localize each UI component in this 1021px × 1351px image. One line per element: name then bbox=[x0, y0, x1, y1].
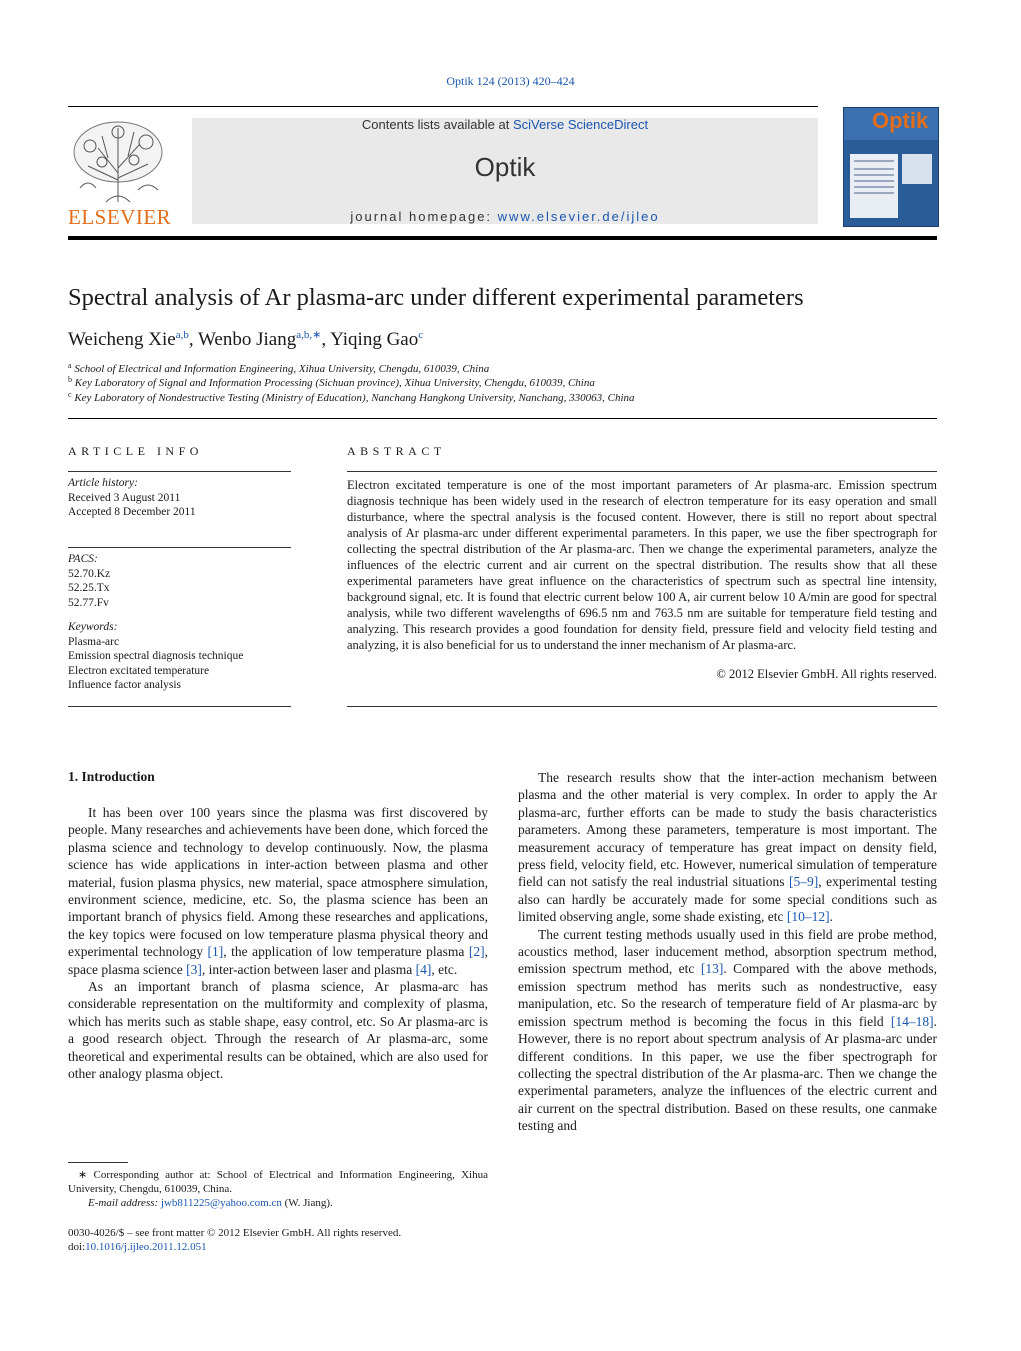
abstract-rule bbox=[347, 706, 937, 707]
paragraph-text: The current testing methods usually used in this field are probe method, acoustics method, laser inducement method, absorption spectrum method, emission spectrum method, etc bbox=[518, 926, 937, 977]
author-name: Yiqing Gao bbox=[330, 329, 419, 350]
history-label: Article history: bbox=[68, 477, 138, 489]
header-bottom-rule bbox=[68, 236, 937, 240]
journal-name: Optik bbox=[474, 152, 536, 182]
pacs-code: 52.77.Fv bbox=[68, 596, 109, 609]
front-matter-rule bbox=[68, 418, 937, 419]
contents-prefix: Contents lists available at bbox=[361, 117, 513, 132]
reference-link[interactable]: [13] bbox=[700, 961, 724, 977]
article-info-heading: ARTICLE INFO bbox=[68, 444, 203, 458]
paragraph-text: . However, there is no report about spectrum analysis of Ar plasma-arc under different conditions. In this paper, we use the fiber spectrograph for collecting the spectral distribution of the Ar plasma-arc. Then we change the experimental parameters, analyze the influences of the electric current and air current on the spectral distribution. Based on these results, one canmake testing and bbox=[518, 1013, 937, 1134]
paragraph-text: , experimental testing also can hardly be accurately made for some special conditions such as limited observing angle, some shade existing, etc bbox=[518, 874, 937, 925]
cover-title: Optik bbox=[872, 108, 929, 133]
keywords-label: Keywords: bbox=[68, 621, 118, 633]
sciencedirect-link[interactable]: SciVerse ScienceDirect bbox=[512, 117, 649, 132]
footnote-mark: ∗ bbox=[78, 1169, 88, 1181]
pacs-label: PACS: bbox=[68, 553, 98, 565]
paragraph bbox=[518, 926, 937, 1135]
pacs-block bbox=[68, 552, 291, 610]
paragraph-text: The research results show that the inter-action mechanism between plasma and the other material is very complex. In order to apply the Ar plasma-arc, further efforts can be made to study the basis characteristics parameters. Among these parameters, temperature is most important. The measurement accuracy of temperature has great impact on density field, press field, velocity field, etc. However, numerical simulation of temperature field can not satisfy the real industrial situations bbox=[518, 770, 937, 890]
paragraph-text: . bbox=[829, 909, 833, 925]
right-column bbox=[518, 769, 937, 1135]
footnote-text: Corresponding author at: School of Electrical and Information Engineering, Xihua University, Chengdu, 610039, China. bbox=[68, 1169, 488, 1195]
footnote-rule bbox=[68, 1162, 128, 1163]
pacs-code: 52.70.Kz bbox=[68, 567, 111, 580]
abstract-text: Electron excitated temperature is one of the most important parameters of Ar plasma-arc. Emission spectrum diagnosis technique has been widely used in the research of electron temperature for its easy operation and small disturbance, where the spectral analysis is the focused content. However, there is still no report about spectral analysis of Ar plasma-arc under different experimental parameters. In this paper, we use the fiber spectrograph for collecting the spectral distribution of the Ar plasma-arc. Then we change the experimental parameters, analyze the influences of the electric current and air current on the spectral distribution. The results show that all these experimental parameters have great influence on the characteristics of spectrum such as spectral line intensity, background signal, etc. It is found that electric current below 100 A, air current below 10 A/min are good for spectral analysis, while two different wavelengths of 696.5 nm and 763.5 nm are suitable for temperature field testing and analyzing. This research provides a good foundation for density field, pressure field and velocity field testing and analyzing, it is also beneficial for us to understand the inner mechanism of Ar plasma-arc. bbox=[347, 478, 937, 652]
doi-link[interactable]: 10.1016/j.ijleo.2011.12.051 bbox=[85, 1241, 207, 1253]
journal-citation[interactable]: Optik 124 (2013) 420–424 bbox=[446, 74, 575, 88]
affiliation-text: Key Laboratory of Signal and Information Processing (Sichuan province), Xihua University, Chengdu, 610039, China bbox=[74, 377, 595, 389]
reference-link[interactable]: [3] bbox=[186, 961, 202, 977]
received-date: Received 3 August 2011 bbox=[68, 491, 181, 504]
section-title-introduction: 1. Introduction bbox=[68, 769, 155, 784]
accepted-date: Accepted 8 December 2011 bbox=[68, 506, 196, 518]
paragraph-text: , the application of low temperature plasma bbox=[223, 944, 469, 960]
doi-label: doi: bbox=[68, 1241, 86, 1253]
paragraph-text: , inter-action between laser and plasma bbox=[201, 961, 416, 977]
affiliation-mark: c bbox=[68, 390, 72, 399]
author-affil-mark[interactable]: c bbox=[418, 329, 424, 341]
article-info-rule bbox=[68, 547, 291, 548]
author-affil-mark[interactable]: a,b,∗ bbox=[296, 329, 322, 341]
email-suffix: (W. Jiang). bbox=[281, 1197, 333, 1209]
author-name: Weicheng Xie bbox=[68, 329, 176, 350]
reference-link[interactable]: [14–18] bbox=[890, 1013, 934, 1029]
author-separator: , bbox=[321, 329, 331, 350]
keyword: Emission spectral diagnosis technique bbox=[68, 650, 244, 662]
issn-line: 0030-4026/$ – see front matter © 2012 Elsevier GmbH. All rights reserved. bbox=[68, 1227, 402, 1239]
journal-cover[interactable] bbox=[843, 107, 939, 227]
homepage-prefix: journal homepage: bbox=[350, 209, 498, 224]
article-info-rule bbox=[68, 471, 291, 472]
author-list bbox=[68, 328, 423, 351]
affiliation-mark: b bbox=[68, 375, 72, 384]
affiliation bbox=[68, 390, 635, 404]
article-history bbox=[68, 476, 291, 520]
contents-line bbox=[192, 117, 818, 132]
email-label: E-mail address: bbox=[88, 1197, 161, 1209]
reference-link[interactable]: [2] bbox=[468, 944, 485, 960]
elsevier-wordmark[interactable]: ELSEVIER bbox=[68, 205, 172, 229]
affiliation-text: School of Electrical and Information Engineering, Xihua University, Chengdu, 610039, China bbox=[74, 363, 490, 375]
elsevier-tree-logo[interactable] bbox=[68, 118, 168, 206]
paragraph-text: It has been over 100 years since the plasma was first discovered by people. Many researches and achievements have been done, which forced the plasma science and technology to develop continuously. Now, the plasma science has wide applications in inter-action between plasma and other material, fusion plasma physics, new material, space atmosphere simulation, environment science, medicine, etc. So, the plasma science has been an important branch of physics field. Among these researches and applications, the key topics were focused on low temperature plasma physical theory and experimental technology bbox=[68, 805, 488, 960]
author-separator: , bbox=[188, 329, 198, 350]
keyword: Influence factor analysis bbox=[68, 679, 182, 691]
homepage-line bbox=[192, 209, 818, 224]
paragraph-text: , space plasma science bbox=[68, 944, 488, 977]
keyword: Electron excitated temperature bbox=[68, 664, 210, 677]
reference-link[interactable]: [10–12] bbox=[786, 909, 830, 925]
reference-link[interactable]: [1] bbox=[207, 944, 224, 960]
paragraph-text: , etc. bbox=[431, 961, 458, 977]
keywords-block bbox=[68, 620, 291, 693]
paragraph bbox=[518, 769, 937, 926]
cover-contents-panel bbox=[850, 154, 898, 218]
affiliation bbox=[68, 375, 595, 389]
paragraph bbox=[68, 804, 488, 978]
front-matter-info bbox=[68, 1226, 518, 1254]
article-info-rule bbox=[68, 706, 291, 707]
paragraph: As an important branch of plasma science, Ar plasma-arc has considerable representation on the multiformity and complexity of plasma, which has merits such as stable shape, easy control, etc. So Ar plasma-arc is a good research object. Through the research of Ar plasma-arc, some theoretical and experimental results can be obtained, which are also used for other analogy plasma object. bbox=[68, 979, 488, 1082]
author-name: Wenbo Jiang bbox=[198, 329, 297, 350]
cover-graphic bbox=[902, 154, 932, 184]
homepage-link[interactable]: www.elsevier.de/ijleo bbox=[497, 209, 660, 224]
reference-link[interactable]: [5–9] bbox=[789, 874, 819, 890]
pacs-code: 52.25.Tx bbox=[68, 582, 110, 594]
header-top-rule bbox=[68, 106, 818, 107]
email-link[interactable]: jwb811225@yahoo.com.cn bbox=[160, 1197, 282, 1209]
article-title: Spectral analysis of Ar plasma-arc under different experimental parameters bbox=[68, 284, 804, 311]
affiliation-text: Key Laboratory of Nondestructive Testing (Ministry of Education), Nanchang Hangkong University, Nanchang, 330063, China bbox=[74, 392, 635, 404]
left-column bbox=[68, 804, 488, 1083]
author-affil-mark[interactable]: a,b bbox=[175, 329, 189, 341]
footnote bbox=[68, 1168, 488, 1210]
affiliation bbox=[68, 361, 489, 375]
reference-link[interactable]: [4] bbox=[415, 961, 432, 977]
paragraph-text: . Compared with the above methods, emission spectrum method has merits such as nondestructive, easy manipulation, etc. So the research of temperature field of Ar plasma-arc by emission spectrum method is becoming the focus in this field bbox=[518, 961, 937, 1029]
affiliation-mark: a bbox=[68, 361, 72, 370]
keyword: Plasma-arc bbox=[68, 635, 120, 648]
abstract-heading: ABSTRACT bbox=[347, 444, 446, 458]
abstract-rule bbox=[347, 471, 937, 472]
abstract-copyright: © 2012 Elsevier GmbH. All rights reserved. bbox=[716, 667, 937, 681]
